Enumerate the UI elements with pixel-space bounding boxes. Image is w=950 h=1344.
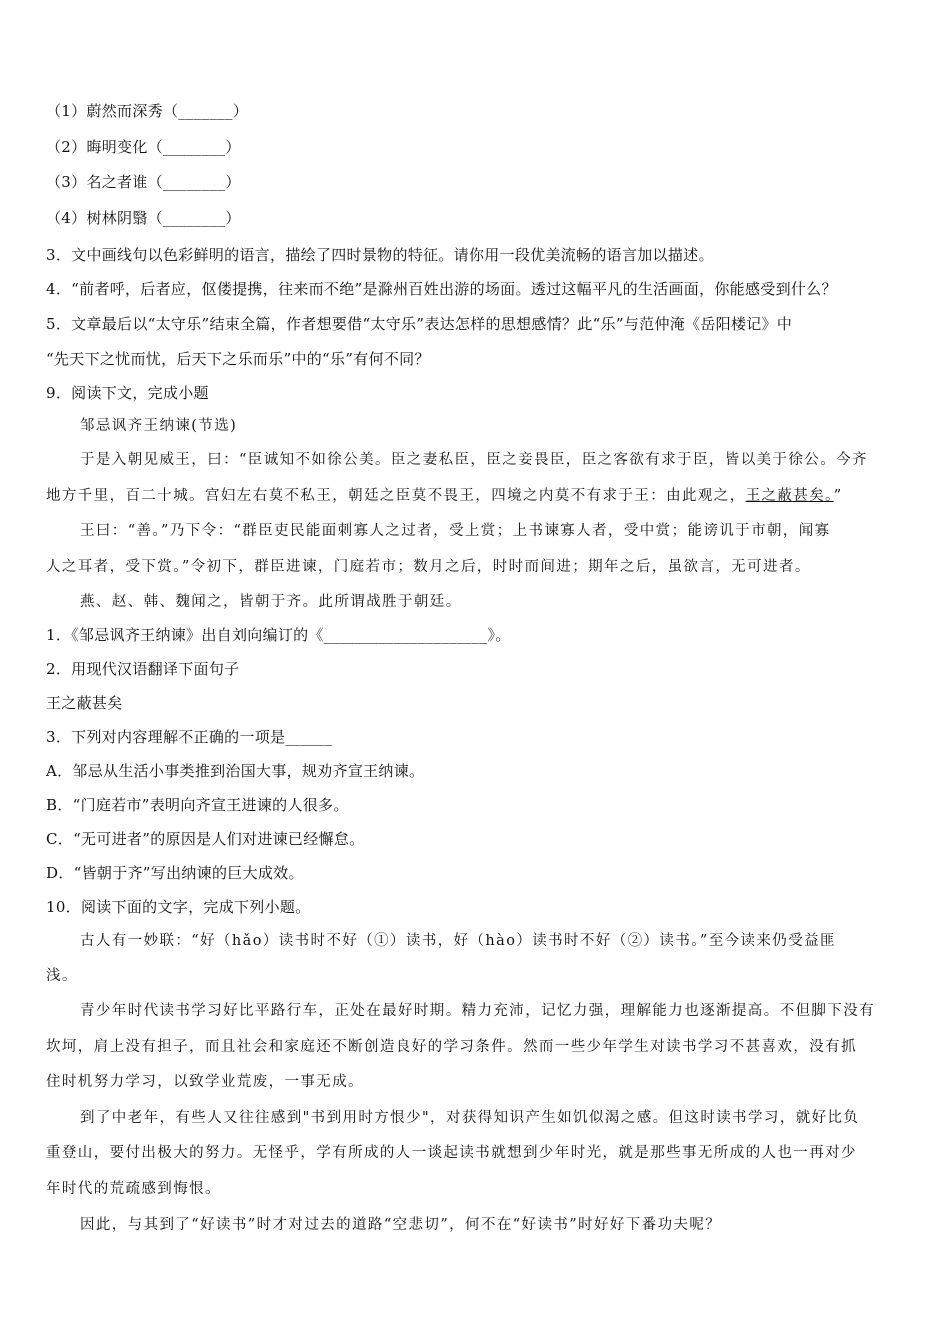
passage-line: 年时代的荒疏感到悔恨。 [46,1181,221,1197]
sub-question: 2．用现代汉语翻译下面句子 [46,660,240,678]
passage-title: 邹忌讽齐王纳谏(节选) [80,418,238,434]
option-d: D．“皆朝于齐”写出纳谏的巨大成效。 [46,864,304,882]
sub-question: 3．下列对内容理解不正确的一项是______ [46,728,333,746]
passage-line: 于是入朝见威王，曰：“臣诚知不如徐公美。臣之妻私臣，臣之妾畏臣，臣之客欲有求于臣，皆以美于徐公。今齐 [80,452,868,468]
option-c: C．“无可进者”的原因是人们对进谏已经懈怠。 [46,830,365,848]
question-item: “先天下之忧而忧，后天下之乐而乐”中的“乐”有何不同？ [46,350,430,368]
translation-sentence: 王之蔽甚矣 [46,694,123,712]
passage-line: 王曰：“善。”乃下令：“群臣吏民能面刺寡人之过者，受上赏；上书谏寡人者，受中赏；能谤讥于市朝，闻寡 [80,523,831,539]
question-item: （2）晦明变化（________） [46,138,241,156]
passage-line: 住时机努力学习，以致学业荒废，一事无成。 [46,1074,364,1090]
passage-line: 燕、赵、韩、魏闻之，皆朝于齐。此所谓战胜于朝廷。 [80,594,462,610]
passage-line: 浅。 [46,968,78,984]
passage-line: 坎坷，肩上没有担子，而且社会和家庭还不断创造良好的学习条件。然而一些少年学生对读书学习不甚喜欢，没有抓 [46,1039,857,1055]
option-b: B．“门庭若市”表明向齐宣王进谏的人很多。 [46,796,349,814]
passage-line: 因此，与其到了“好读书”时才对过去的道路“空悲切”，何不在“好读书”时好好下番功夫呢？ [80,1217,722,1233]
section-heading: 10．阅读下面的文字，完成下列小题。 [46,898,311,916]
passage-text: ” [833,488,843,504]
passage-line: 古人有一妙联：“好（hǎo）读书时不好（①）读书，好（hào）读书时不好（②）读书。”至今读来仍受益匪 [80,933,836,949]
section-heading: 9．阅读下文，完成小题 [46,384,209,402]
passage-line [46,486,843,506]
passage-line: 重登山，要付出极大的努力。无怪乎，学有所成的人一谈起读书就想到少年时光，就是那些事无所成的人也一再对少 [46,1145,857,1161]
passage-line: 人之耳者，受下赏。”令初下，群臣进谏，门庭若市；数月之后，时时而间进；期年之后，虽欲言，无可进者。 [46,559,811,575]
passage-line: 到了中老年，有些人又往往感到"书到用时方恨少"，对获得知识产生如饥似渴之感。但这时读书学习，就好比负 [80,1110,860,1126]
passage-line: 青少年时代读书学习好比平路行车，正处在最好时期。精力充沛，记忆力强，理解能力也逐渐提高。不但脚下没有 [80,1003,875,1019]
question-item: （4）树林阴翳（________） [46,209,241,227]
question-item: 5．文章最后以“太守乐”结束全篇，作者想要借“太守乐”表达怎样的思想感情？此“乐”与范仲淹《岳阳楼记》中 [46,315,793,333]
passage-text: 地方千里，百二十城。宫妇左右莫不私王，朝廷之臣莫不畏王，四境之内莫不有求于王：由此观之， [46,488,746,504]
question-item: （3）名之者谁（________） [46,173,241,191]
question-item: （1）蔚然而深秀（_______） [46,102,249,120]
question-item: 3．文中画线句以色彩鲜明的语言，描绘了四时景物的特征。请你用一段优美流畅的语言加以描述。 [46,246,714,264]
underlined-sentence: 王之蔽甚矣。 [745,488,834,504]
question-item: 4．“前者呼，后者应，伛偻提携，往来而不绝”是滁州百姓出游的场面。透过这幅平凡的生活画面，你能感受到什么？ [46,280,837,298]
option-a: A．邹忌从生活小事类推到治国大事，规劝齐宣王纳谏。 [46,762,425,780]
sub-question: 1．《邹忌讽齐王纳谏》出自刘向编订的《_____________________》。 [46,626,511,644]
